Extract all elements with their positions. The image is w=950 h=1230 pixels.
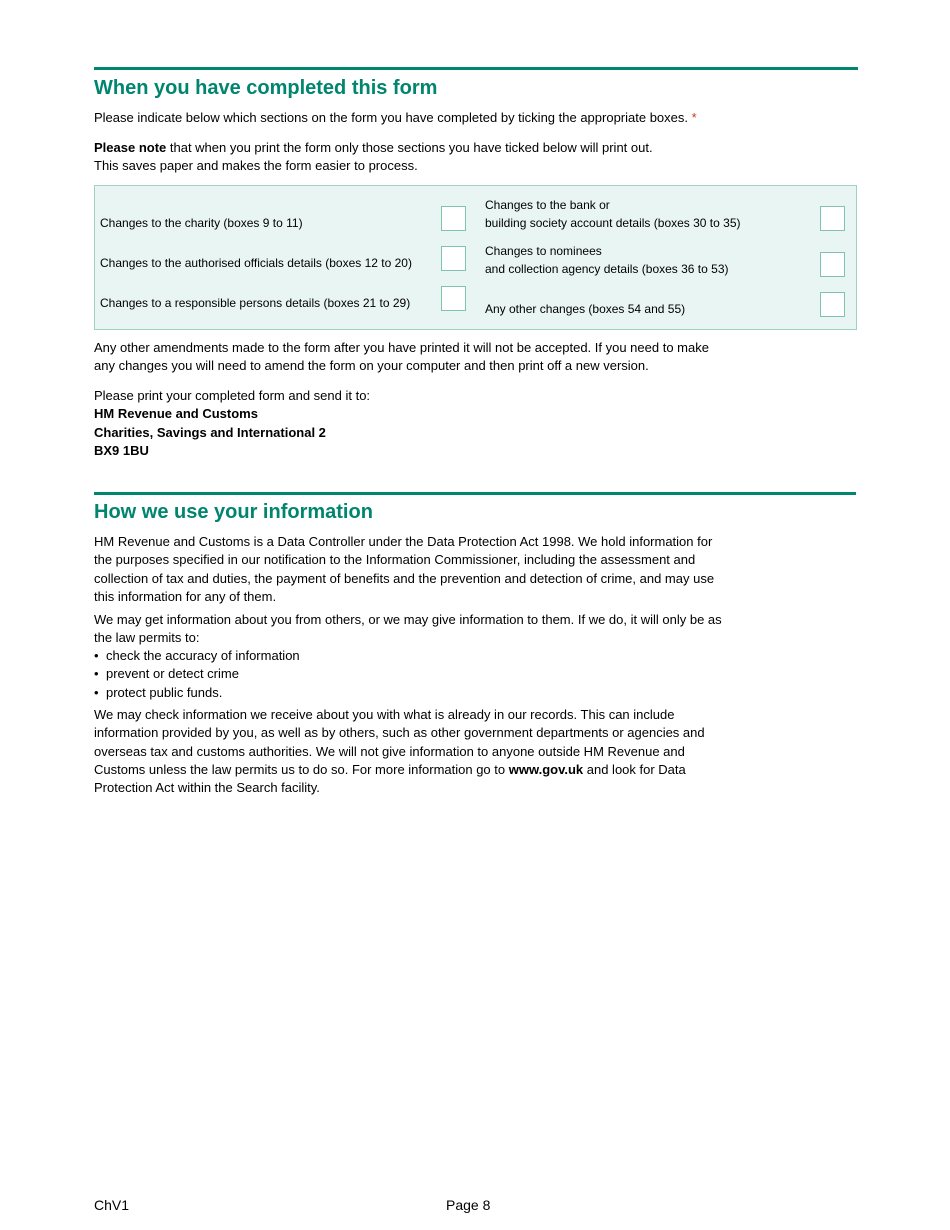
- print-note: Please note that when you print the form only those sections you have ticked below will print out. This saves paper and makes the form easier to process.: [94, 140, 653, 174]
- checkbox-label-responsible-persons: Changes to a responsible persons details (boxes 21 to 29): [100, 296, 411, 310]
- section-heading-completed: When you have completed this form: [94, 77, 438, 99]
- page-number: Page 8: [446, 1197, 491, 1213]
- section-divider: [94, 492, 856, 495]
- checkbox-label-bank-details: Changes to the bank or building society account details (boxes 30 to 35): [485, 198, 741, 230]
- checkbox-responsible-persons[interactable]: [441, 286, 466, 311]
- gov-uk-link[interactable]: www.gov.uk: [508, 761, 584, 777]
- checkbox-label-nominees: Changes to nominees and collection agency details (boxes 36 to 53): [485, 244, 729, 276]
- checkbox-label-other-changes: Any other changes (boxes 54 and 55): [485, 302, 686, 316]
- data-controller-paragraph: HM Revenue and Customs is a Data Controller under the Data Protection Act 1998. We hold information for the purposes specified in our notification to the Information Commissioner, including the assessment and collection of tax and duties, the payment of benefits and the prevention and detection of crime, and may use this information for any of them.: [94, 534, 715, 604]
- checkbox-officials[interactable]: [441, 246, 466, 271]
- instructions-text: Please indicate below which sections on the form you have completed by ticking the appropriate boxes. *: [94, 110, 697, 125]
- permitted-uses-list: [94, 647, 300, 702]
- checkbox-label-officials: Changes to the authorised officials details (boxes 12 to 20): [100, 256, 412, 270]
- checkbox-charity[interactable]: [441, 206, 466, 231]
- postal-address: Please print your completed form and send it to: HM Revenue and Customs Charities, Savings and International 2 BX9 1BU: [94, 388, 371, 458]
- records-check-paragraph: We may check information we receive about you with what is already in our records. This can include information provided by you, as well as by others, such as other government departments or agencies and overseas tax and customs authorities. We will not give information to anyone outside HM Revenue and Customs unless the law permits us to do so. For more information go to www.gov.uk and look for Data Protection Act within the Search facility.: [94, 707, 705, 796]
- list-item: • check the accuracy of information: [94, 647, 300, 665]
- checkbox-bank-details[interactable]: [820, 206, 845, 231]
- amendments-note: Any other amendments made to the form after you have printed it will not be accepted. If you need to make any changes you will need to amend the form on your computer and then print off a new version.: [94, 340, 709, 374]
- checkbox-label-charity: Changes to the charity (boxes 9 to 11): [100, 216, 303, 230]
- section-divider: [94, 67, 858, 70]
- checkbox-nominees[interactable]: [820, 252, 845, 277]
- sections-checklist-panel: [94, 185, 857, 330]
- required-marker: *: [691, 110, 697, 125]
- list-item: • prevent or detect crime: [94, 665, 300, 683]
- information-sharing-paragraph: We may get information about you from others, or we may give information to them. If we do, it will only be as the law permits to:: [94, 612, 722, 646]
- list-item: • protect public funds.: [94, 684, 300, 702]
- checkbox-other-changes[interactable]: [820, 292, 845, 317]
- form-code: ChV1: [94, 1197, 130, 1213]
- section-heading-information-use: How we use your information: [94, 501, 373, 523]
